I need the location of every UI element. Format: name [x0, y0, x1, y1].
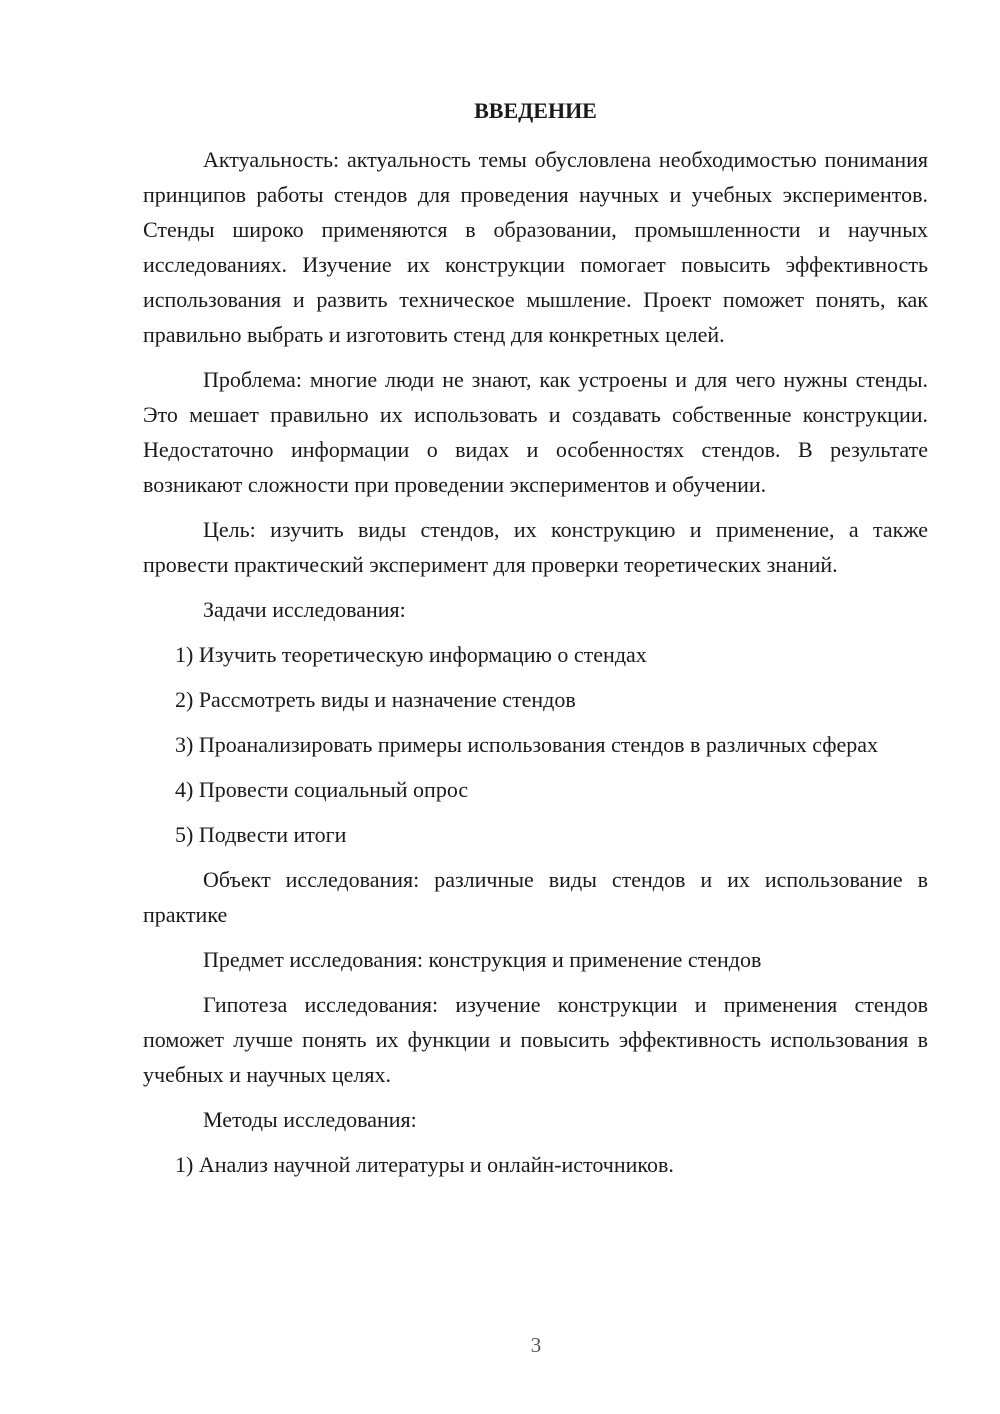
page-title: ВВЕДЕНИЕ	[474, 98, 597, 123]
hypothesis-paragraph: Гипотеза исследования: изучение конструкции и применения стендов поможет лучше понять их функции и повысить эффективность использования в учебных и научных целях.	[143, 992, 928, 1087]
page-content	[143, 93, 928, 1192]
goal-paragraph: Цель: изучить виды стендов, их конструкцию и применение, а также провести практический эксперимент для проверки теоретических знаний.	[143, 517, 928, 577]
task-item-4: 4) Провести социальный опрос	[175, 777, 469, 802]
task-item-1: 1) Изучить теоретическую информацию о стендах	[175, 642, 647, 667]
relevance-paragraph: Актуальность: актуальность темы обусловлена необходимостью понимания принципов работы стендов для проведения научных и учебных экспериментов. Стенды широко применяются в образовании, промышленности и научных исследованиях. Изучение их конструкции помогает повысить эффективность использования и развить техническое мышление. Проект поможет понять, как правильно выбрать и изготовить стенд для конкретных целей.	[143, 147, 928, 347]
problem-paragraph: Проблема: многие люди не знают, как устроены и для чего нужны стенды. Это мешает правильно их использовать и создавать собственные конструкции. Недостаточно информации о видах и особенностях стендов. В результате возникают сложности при проведении экспериментов и обучении.	[143, 367, 928, 497]
task-item-5: 5) Подвести итоги	[175, 822, 347, 847]
method-item-1: 1) Анализ научной литературы и онлайн-источников.	[175, 1152, 674, 1177]
task-item-3: 3) Проанализировать примеры использования стендов в различных сферах	[175, 732, 879, 757]
object-paragraph: Объект исследования: различные виды стендов и их использование в практике	[143, 867, 928, 927]
page-number: 3	[530, 1333, 542, 1357]
task-item-2: 2) Рассмотреть виды и назначение стендов	[175, 687, 576, 712]
subject-paragraph: Предмет исследования: конструкция и применение стендов	[203, 947, 762, 972]
methods-heading: Методы исследования:	[203, 1107, 417, 1132]
tasks-heading: Задачи исследования:	[203, 597, 406, 622]
